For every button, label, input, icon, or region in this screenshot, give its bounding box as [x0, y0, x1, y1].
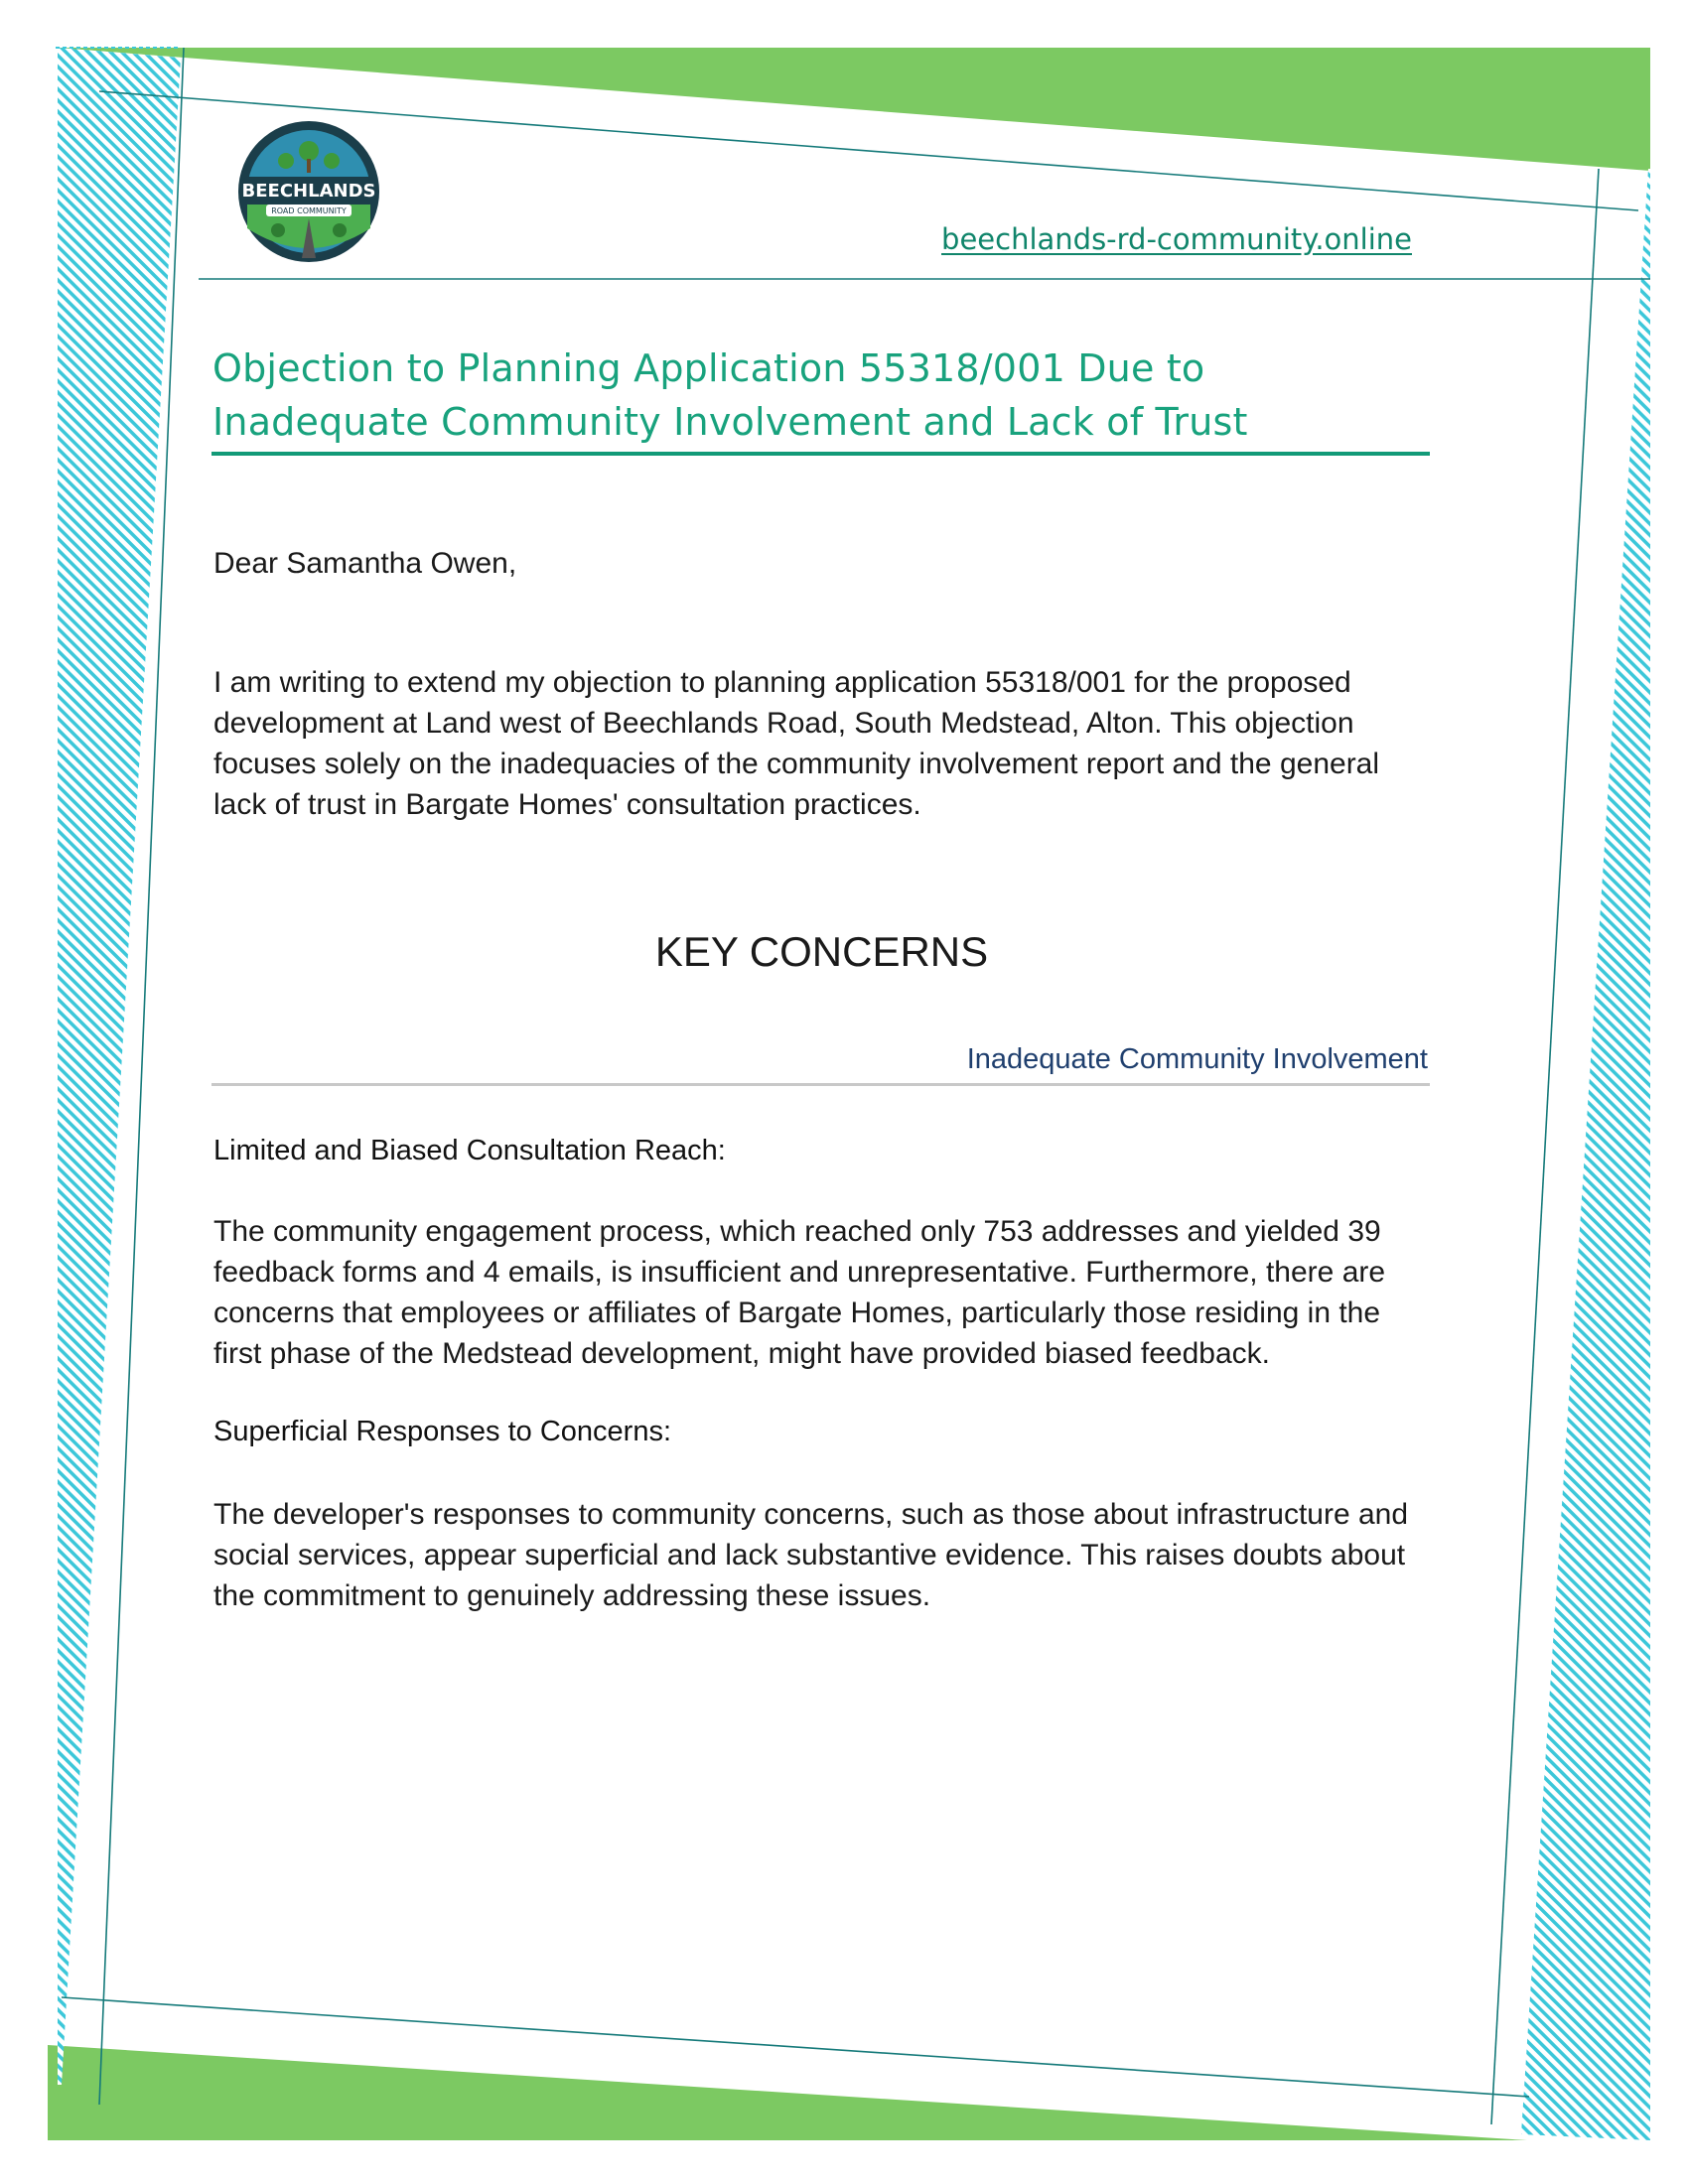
concern-heading: Limited and Biased Consultation Reach:: [213, 1135, 726, 1166]
title-underline: [211, 452, 1430, 456]
svg-text:BEECHLANDS: BEECHLANDS: [241, 181, 376, 202]
subsection-title: Inadequate Community Involvement: [966, 1043, 1428, 1075]
letter-title: Objection to Planning Application 55318/001 Due to Inadequate Community Involvement and Lack of Trust: [212, 346, 1248, 444]
intro-paragraph: I am writing to extend my objection to planning application 55318/001 for the proposed development at Land west of Beechlands Road, South Medstead, Alton. This objection focuses solely on the inadequacies of the community involvement report and the general lack of trust in Bargate Homes' consultation practices.: [213, 666, 1380, 821]
svg-text:ROAD COMMUNITY: ROAD COMMUNITY: [271, 206, 347, 215]
concern-text: The community engagement process, which reached only 753 addresses and yielded 39 feedback forms and 4 emails, is insufficient and unrepresentative. Furthermore, there are concerns that employees or affiliates of Bargate Homes, particularly those residing in the first phase of the Medstead development, might have provided biased feedback.: [213, 1215, 1386, 1370]
concern-heading: Superficial Responses to Concerns:: [213, 1416, 672, 1447]
greeting: Dear Samantha Owen,: [213, 547, 517, 580]
section-title: KEY CONCERNS: [654, 928, 989, 975]
left-hatch-strip: [58, 48, 181, 2085]
bottom-green-band: [48, 2045, 1527, 2140]
right-hatch-strip: [1521, 169, 1650, 2140]
website-link[interactable]: beechlands-rd-community.online: [941, 222, 1412, 256]
subsection-rule: [211, 1083, 1430, 1086]
community-logo: [236, 119, 381, 264]
concern-text: The developer's responses to community concerns, such as those about infrastructure and social services, appear superficial and lack substantive evidence. This raises doubts about the commitment to genuinely addressing these issues.: [213, 1498, 1409, 1612]
